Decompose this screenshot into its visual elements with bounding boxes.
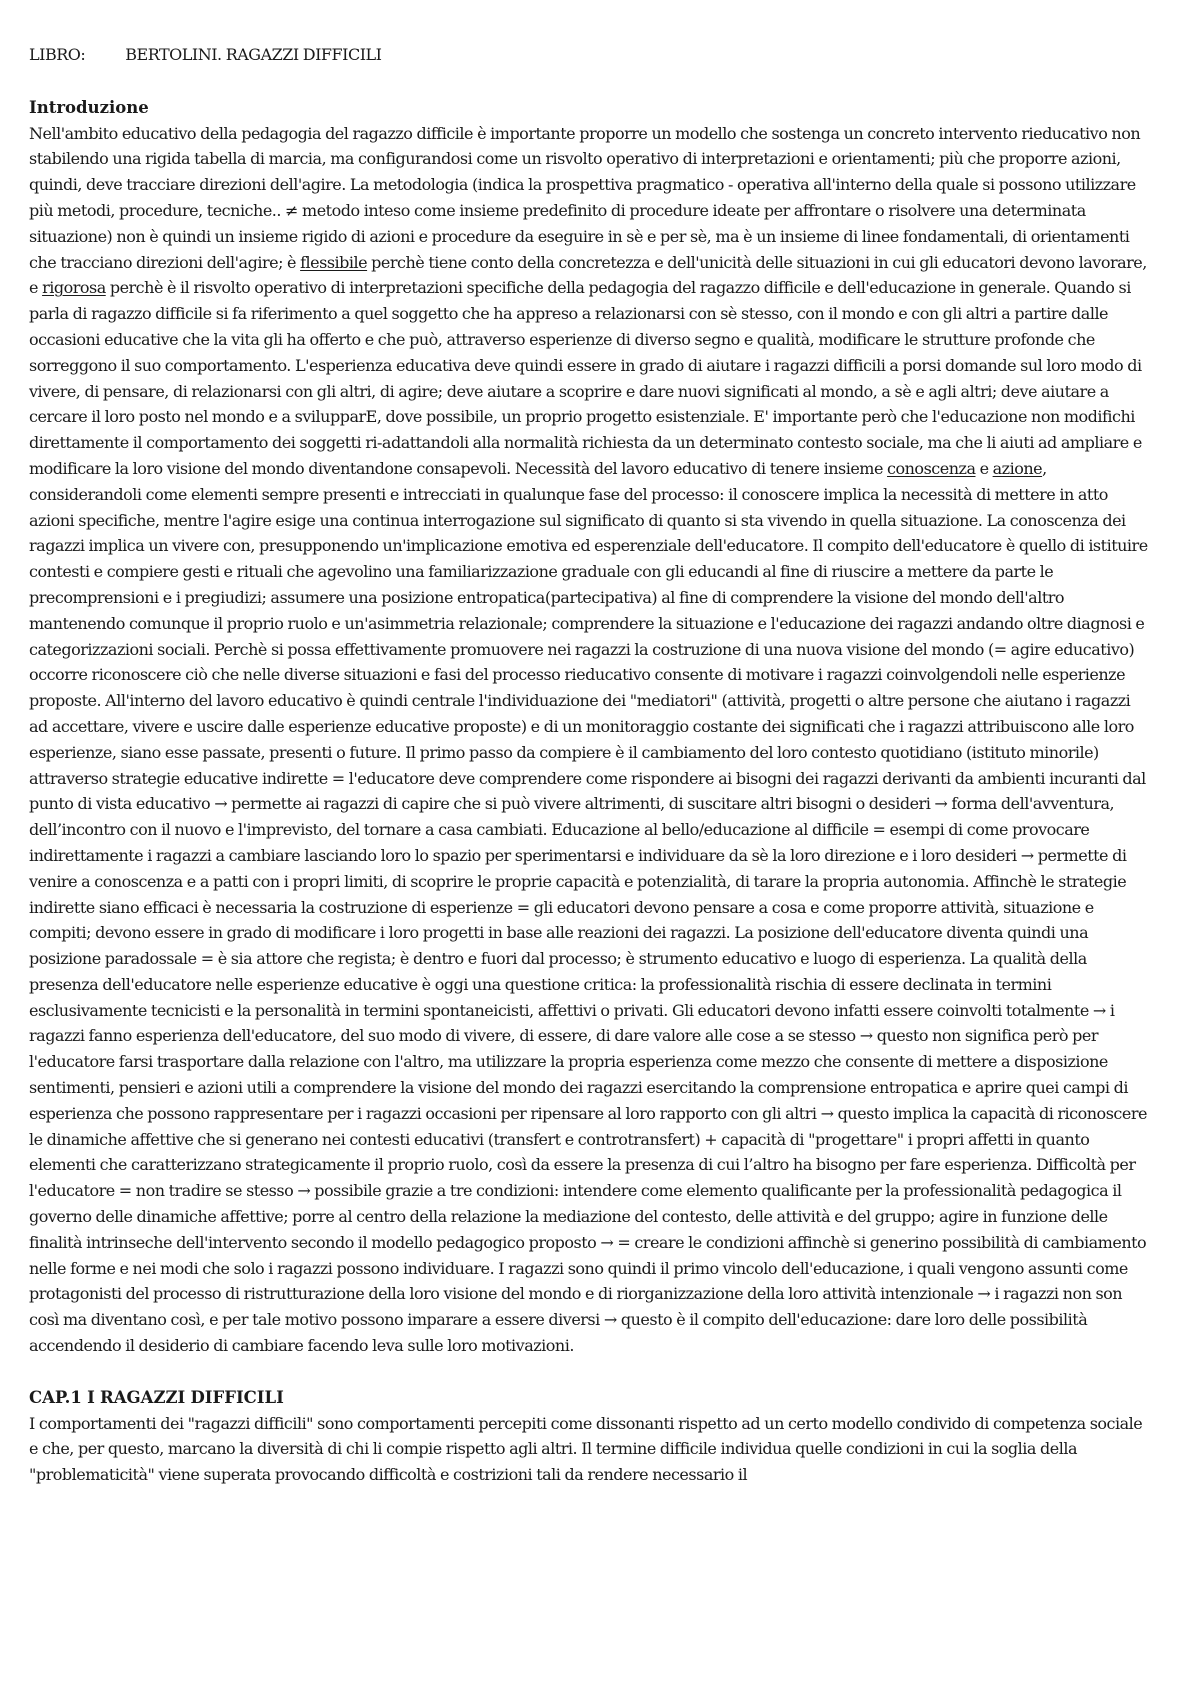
- underlined-word-conoscenza: conoscenza: [887, 458, 976, 478]
- section-heading-cap1: CAP.1 I RAGAZZI DIFFICILI: [29, 1387, 284, 1407]
- intro-text-4: e: [975, 458, 993, 478]
- cap1-paragraph: I comportamenti dei "ragazzi difficili" sono comportamenti percepiti come dissonanti rispetto ad un certo modello condivido di competenza sociale e che, per questo, marcano la diversità di chi li compie rispetto agli altri. Il termine difficile individua quelle condizioni in cui la soglia della "problematicità" viene superata provocando difficoltà e costrizioni tali da rendere necessario il: [29, 1413, 1143, 1485]
- title-value: BERTOLINI. RAGAZZI DIFFICILI: [125, 45, 382, 64]
- section-spacer: [29, 1359, 1150, 1385]
- underlined-word-rigorosa: rigorosa: [42, 278, 106, 298]
- intro-text-5: , considerandoli come elementi sempre presenti e intrecciati in qualunque fase del processo: il conoscere implica la necessità di mettere in atto azioni specifiche, mentre l'agire esige una continua interrogazione sul significato di quanto si sta vivendo in quella situazione. La conoscenza dei ragazzi implica un vivere con, presupponendo un'implicazione emotiva ed esperenziale dell'educatore. Il compito dell'educatore è quello di istituire contesti e compiere gesti e rituali che agevolino una familiarizzazione graduale con gli educandi al fine di riuscire a mettere da parte le precomprensioni e i pregiudizi; assumere una posizione entropatica(partecipativa) al fine di comprendere la visione del mondo dell'altro mantenendo comunque il proprio ruolo e un'asimmetria relazionale; comprendere la situazione e l'educazione dei ragazzi andando oltre diagnosi e categorizzazioni sociali. Perchè si possa effettivamente promuovere nei ragazzi la costruzione di una nuova visione del mondo (= agire educativo) occorre riconoscere ciò che nelle diverse situazioni e fasi del processo rieducativo consente di motivare i ragazzi coinvolgendoli nelle esperienze proposte. All'interno del lavoro educativo è quindi centrale l'individuazione dei "mediatori" (attività, progetti o altre persone che aiutano i ragazzi ad accettare, vivere e uscire dalle esperienze educative proposte) e di un monitoraggio costante dei significati che i ragazzi attribuiscono alle loro esperienze, siano esse passate, presenti o future. Il primo passo da compiere è il cambiamento del loro contesto quotidiano (istituto minorile) attraverso strategie educative indirette = l'educatore deve comprendere come rispondere ai bisogni dei ragazzi derivanti da ambienti incuranti dal punto di vista educativo → permette ai ragazzi di capire che si può vivere altrimenti, di suscitare altri bisogni o desideri → forma dell'avventura, dell’incontro con il nuovo e l'imprevisto, del tornare a casa cambiati. Educazione al bello/educazione al difficile = esempi di come provocare indirettamente i ragazzi a cambiare lasciando loro lo spazio per sperimentarsi e individuare da sè la loro direzione e i loro desideri → permette di venire a conoscenza e a patti con i propri limiti, di scoprire le proprie capacità e potenzialità, di tarare la propria autonomia. Affinchè le strategie indirette siano efficaci è necessaria la costruzione di esperienze = gli educatori devono pensare a cosa e come proporre attività, situazione e compiti; devono essere in grado di modificare i loro progetti in base alle reazioni dei ragazzi. La posizione dell'educatore diventa quindi una posizione paradossale = è sia attore che regista; è dentro e fuori dal processo; è strumento educativo e luogo di esperienza. La qualità della presenza dell'educatore nelle esperienze educative è oggi una questione critica: la professionalità rischia di essere declinata in termini esclusivamente tecnicisti e la personalità in termini spontaneicisti, affettivi o privati. Gli educatori devono infatti essere coinvolti totalmente → i ragazzi fanno esperienza dell'educatore, del suo modo di vivere, di essere, di dare valore alle cose a se stesso → questo non significa però per l'educatore farsi trasportare dalla relazione con l'altro, ma utilizzare la propria esperienza come mezzo che consente di mettere a disposizione sentimenti, pensieri e azioni utili a comprendere la visione del mondo dei ragazzi esercitando la comprensione entropatica e aprire quei campi di esperienza che possono rappresentare per i ragazzi occasioni per ripensare al loro rapporto con gli altri → questo implica la capacità di riconoscere le dinamiche affettive che si generano nei contesti educativi (transfert e controtransfert) + capacità di "progettare" i propri affetti in quanto elementi che caratterizzano strategicamente il proprio ruolo, così da essere la presenza di cui l’altro ha bisogno per fare esperienza. Difficoltà per l'educatore = non tradire se stesso → possibile grazie a tre condizioni: intendere come elemento qualificante per la professionalità pedagogica il governo delle dinamiche affettive; porre al centro della relazione la mediazione del contesto, delle attività e del gruppo; agire in funzione delle finalità intrinseche dell'intervento secondo il modello pedagogico proposto → = creare le condizioni affinchè si generino possibilità di cambiamento nelle forme e nei modi che solo i ragazzi possono individuare. I ragazzi sono quindi il primo vincolo dell'educazione, i quali vengono assunti come protagonisti del processo di ristrutturazione della loro visione del mondo e di riorganizzazione della loro attività intenzionale → i ragazzi non son così ma diventano così, e per tale motivo possono imparare a essere diversi → questo è il compito dell'educazione: dare loro delle possibilità accendendo il desiderio di cambiare facendo leva sulle loro motivazioni.: [29, 458, 1148, 1356]
- introduzione-paragraph: [29, 121, 1150, 1359]
- underlined-word-azione: azione: [992, 458, 1043, 478]
- intro-text-3: perchè è il risvolto operativo di interpretazioni specifiche della pedagogia del ragazzo difficile e dell'educazione in generale. Quando si parla di ragazzo difficile si fa riferimento a quel soggetto che ha appreso a relazionarsi con sè stesso, con il mondo e con gli altri a partire dalle occasioni educative che la vita gli ha offerto e che può, attraverso esperienze di diverso segno e qualità, modificare le strutture profonde che sorreggono il suo comportamento. L'esperienza educativa deve quindi essere in grado di aiutare i ragazzi difficili a porsi domande sul loro modo di vivere, di pensare, di relazionarsi con gli altri, di agire; deve aiutare a scoprire e dare nuovi significati al mondo, a sè e agli altri; deve aiutare a cercare il loro posto nel mondo e a svilupparE, dove possibile, un proprio progetto esistenziale. E' importante però che l'educazione non modifichi direttamente il comportamento dei soggetti ri-adattandoli alla normalità richiesta da un determinato contesto sociale, ma che li aiuti ad ampliare e modificare la loro visione del mondo diventandone consapevoli. Necessità del lavoro educativo di tenere insieme: [29, 278, 1142, 478]
- intro-text-2: perchè tiene conto della concretezza e dell'unicità delle situazioni in cui gli educatori devono lavorare, e: [29, 252, 1147, 298]
- underlined-word-flessibile: flessibile: [300, 252, 368, 272]
- intro-text-1: Nell'ambito educativo della pedagogia del ragazzo difficile è importante proporre un modello che sostenga un concreto intervento rieducativo non stabilendo una rigida tabella di marcia, ma configurandosi come un risvolto operativo di interpretazioni e orientamenti; più che proporre azioni, quindi, deve tracciare direzioni dell'agire. La metodologia (indica la prospettiva pragmatico - operativa all'interno della quale si possono utilizzare più metodi, procedure, tecniche.. ≠ metodo inteso come insieme predefinito di procedure ideate per affrontare o risolvere una determinata situazione) non è quindi un insieme rigido di azioni e procedure da eseguire in sè e per sè, ma è un insieme di linee fondamentali, di orientamenti che tracciano direzioni dell'agire; è: [29, 123, 1141, 272]
- section-heading-introduzione: Introduzione: [29, 97, 149, 117]
- document-title: [29, 42, 1150, 68]
- title-label: LIBRO:: [29, 45, 86, 64]
